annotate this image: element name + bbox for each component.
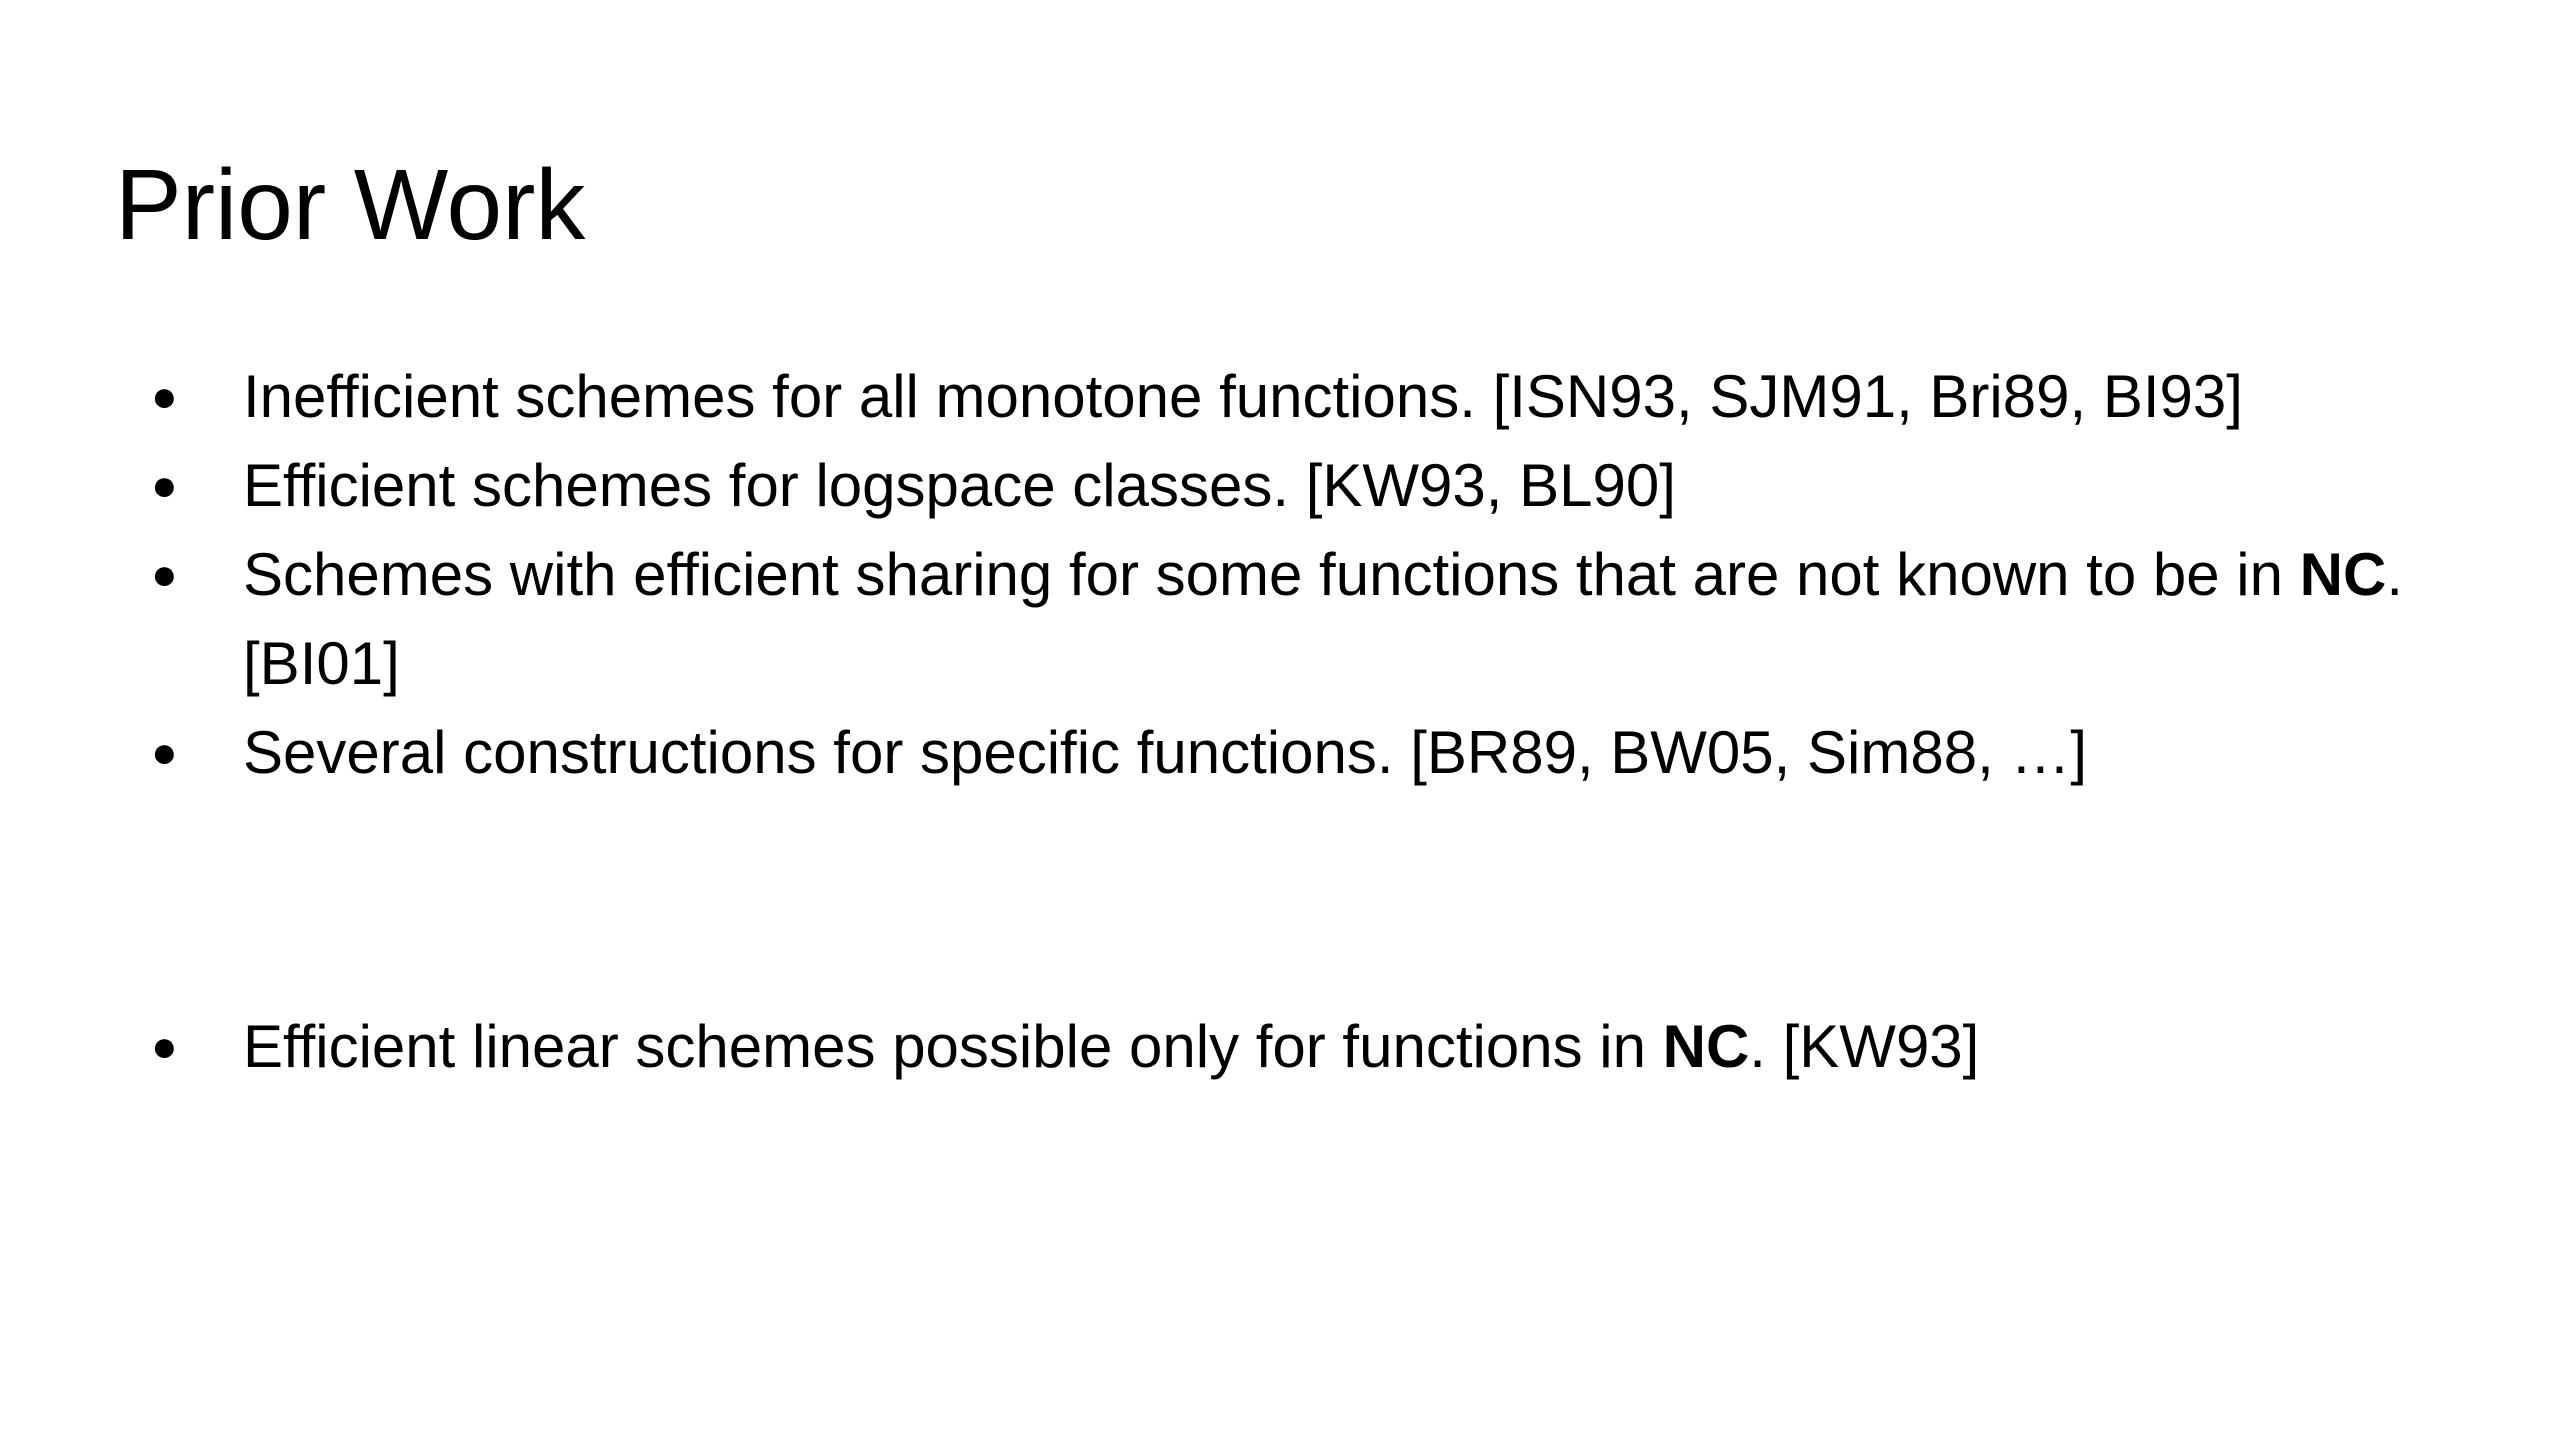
bullet-text: Efficient schemes for logspace classes. [KW93, BL90] [243,452,1676,519]
bullet-list-linear-schemes [145,1002,2475,1091]
bullet-item [145,1002,2475,1091]
bullet-text: Inefficient schemes for all monotone functions. [ISN93, SJM91, Bri89, BI93] [243,363,2243,430]
bullet-text: . [KW93] [1749,1013,1980,1080]
bullet-item [145,530,2475,708]
bullet-item [145,441,2475,530]
bullet-text: . [BI01] [243,541,2404,697]
bullet-text: Several constructions for specific functions. [BR89, BW05, Sim88, …] [243,719,2088,786]
bullet-text: Schemes with efficient sharing for some functions that are not known to be in [243,541,2300,608]
bullet-text-bold: NC [1662,1013,1750,1080]
bullet-list-prior-work [145,352,2475,797]
bullet-dot-icon: ● [151,461,178,510]
bullet-text: Efficient linear schemes possible only for functions in [243,1013,1663,1080]
bullet-dot-icon: ● [151,372,178,421]
bullet-item [145,352,2475,441]
bullet-item [145,708,2475,797]
slide-title: Prior Work [115,149,586,261]
bullet-dot-icon: ● [151,550,178,599]
bullet-text-bold: NC [2299,541,2387,608]
bullet-dot-icon: ● [151,1022,178,1071]
bullet-dot-icon: ● [151,728,178,777]
